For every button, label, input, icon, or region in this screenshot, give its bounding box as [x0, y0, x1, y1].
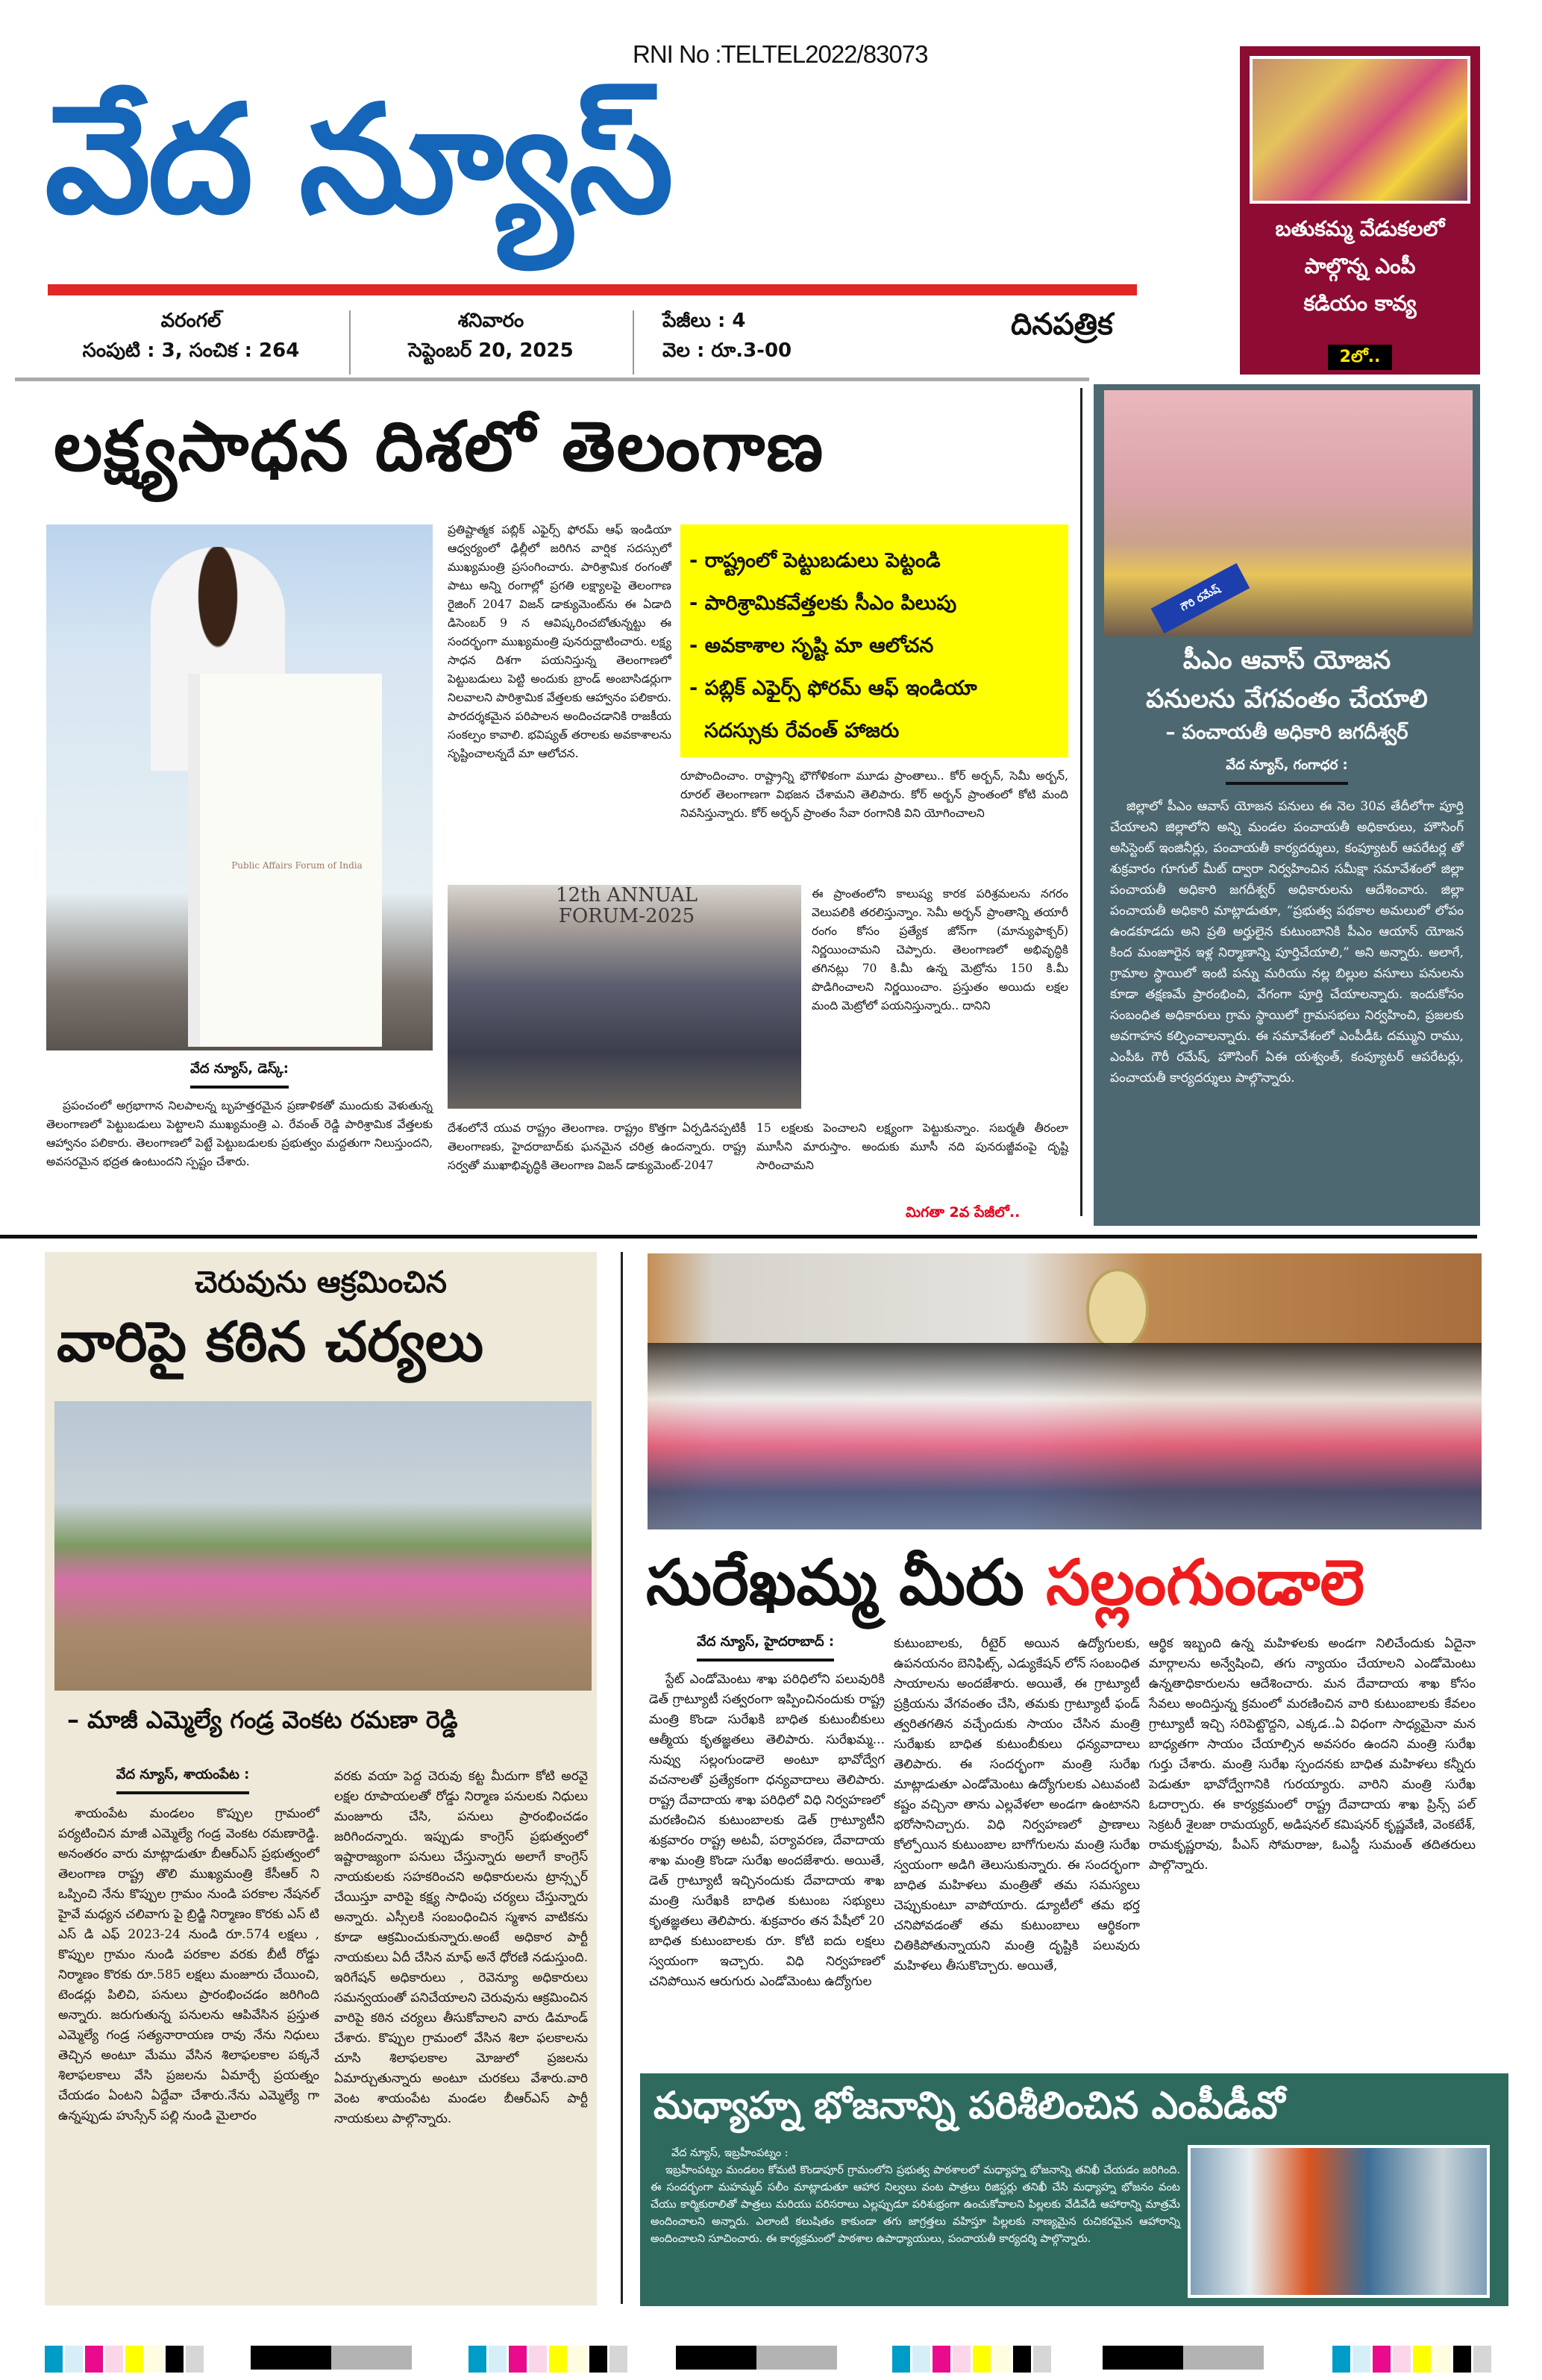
surekha-headline: సురేఖమ్మ మీరు సల్లంగుండాలె — [646, 1546, 1365, 1619]
pm-awas-story — [1094, 384, 1480, 1226]
lead-dateline: వేద న్యూస్, డెస్క్: — [46, 1061, 433, 1089]
color-swatch — [892, 2346, 910, 2373]
color-swatch — [912, 2346, 930, 2373]
color-swatch — [489, 2346, 507, 2373]
page-reference-badge[interactable]: 2లో.. — [1328, 345, 1392, 370]
pafi-logo-text: Public Affairs Forum of India — [231, 860, 363, 871]
color-swatch — [45, 2346, 63, 2373]
color-swatch — [1332, 2346, 1350, 2373]
pond-dateline: వేద న్యూస్, శాయంపేట : — [45, 1767, 321, 1794]
daily-label: దినపత్రిక — [1011, 307, 1113, 342]
highlight-item: సదస్సుకు రేవంత్ హాజరు — [704, 719, 900, 742]
meal-dateline: వేద న్యూస్, ఇబ్రహీంపట్నం : — [671, 2147, 789, 2159]
pond-col1: శాయంపేట మండలం కొప్పుల గ్రామంలో పర్యటించిన మాజీ ఎమ్మెల్యే గండ్ర వెంకట రమణారెడ్డి. అనంతరం వారు మాట్లాడుతూ బీఆర్ఎస్ ప్రభుత్వంలో తెలంగాణ రాష్ట్ర తొలి ముఖ్యమంత్రి కేసీఆర్ ని ఒప్పించి నేను కొప్పుల గ్రామం నుండి పరకాల నేషనల్ హైవే మధ్యన చలివాగు పై బ్రిడ్జి నిర్మాణం కొరకు ఎస్ టి ఎస్ డి ఎఫ్ 2023-24 నుండి రూ.574 లక్షలు , కొప్పుల గ్రామం నుండి పరకాల వరకు బీటీ రోడ్డు నిర్మాణం కొరకు రూ.585 లక్షలు మంజూరు చేయించి, టెండర్లు పిలిచి, పనులు ప్రారంభించడం జరిగింది అన్నారు. జరుగుతున్న పనులను ఆపివేసిన ప్రస్తుత ఎమ్మెల్యే గండ్ర సత్యనారాయణ రావు నేను నిధులు తెచ్చిన అంటూ మేము వేసిన శిలాఫలకాల పక్కనే శిలాఫలకాలు వేసి ప్రజలను ఏమార్చే ప్రయత్నం చేయడం ఏంటని ఏద్దేవా చేశారు.నేను ఎమ్మెల్యే గా ఉన్నప్పుడు హుస్సేన్ పల్లి నుండి మైలారం — [58, 1806, 319, 2123]
column-divider — [1080, 388, 1082, 1216]
lead-col3-bottom: 15 లక్షలకు పెంచాలని లక్ష్యంగా పెట్టుకున్నాం. సబర్మతీ తీరంలా మూసీని మారుస్తాం. అందుకు మూసీ నది పునరుజ్జీవంపై దృష్టి సారించామని — [756, 1121, 1068, 1172]
section-divider — [0, 1235, 1477, 1238]
continued-on-page-2[interactable]: మిగతా 2వ పేజీలో.. — [906, 1204, 1021, 1221]
masthead-red-rule — [48, 284, 1137, 295]
pond-col2: వరకు వయా పెద్ద చెరువు కట్ట మీదుగా కోటి అరవై లక్షల రూపాయలతో రోడ్డు నిర్మాణ పనులకు నిధులు మంజూరు చేసి, పనులు ప్రారంభించడం జరిగిందన్నారు. ఇప్పుడు కాంగ్రెస్ ప్రభుత్వంలో ఇష్టారాజ్యంగా పనులు చేస్తున్నారు అలాగే కాంగ్రెస్ నాయకులకు సహకరించని అధికారులను ట్రాన్స్ఫర్ చేయిస్తూ వారిపై కక్ష్య సాధింపు చర్యలు చేస్తున్నారు అన్నారు. ఎస్సీలకి సంబంధించిన స్మశాన వాటికను కూడా ఆక్రమించుకున్నారు.అంటే అధికార పార్టీ నాయకులు ఏదీ చేసిన మాఫ్ అనే ధోరణి నడుస్తుంది. ఇరిగేషన్ అధికారులు , రెవెన్యూ అధికారులు సమన్వయంతో పనిచేయాలని చెరువును ఆక్రమించిన వారిపై కఠిన చర్యలు తీసుకోవాలని వారు డిమాండ్ చేశారు. కొప్పుల గ్రామంలో వేసిన శిలా ఫలకాలను చూసి శిలాఫలకాల మోజులో ప్రజలను ఏమార్చుతున్నారు అంటూ చురకలు వేశారు.వారి వెంట శాయంపేట మండల బీఆర్ఎస్ పార్టీ నాయకులు పాల్గొన్నారు. — [334, 1769, 588, 2126]
meal-body: వేద న్యూస్, ఇబ్రహీంపట్నం : ఇబ్రహీంపట్నం మండలం కోమటి కొండాపూర్ గ్రామంలోని ప్రభుత్వ పాఠశాలలో మధ్యాహ్న భోజనాన్ని తనిఖీ చేయడం జరిగింది. ఈ సందర్భంగా మహమ్మద్ సలీం మాట్లాడుతూ ఆహార నిల్వలు వంట పాత్రలు రిజిస్టర్లు తనిఖీ చేసి మధ్యాహ్న భోజనం వంట చేయు కార్మికురాలితో పాత్రలు మరియు పరిసరాలు ఎల్లప్పుడూ పరిశుభ్రంగా ఉంచుకోవాలని పిల్లలకు వేడివేడి ఆహారాన్ని మాత్రమే అందించాలని అన్నారు. ఎలాంటి కలుషితం కాకుండా తగు జాగ్రత్తలు వహిస్తూ పిల్లలకు నాణ్యమైన రుచికరమైన ఆహారాన్ని అందించాలని సూచించారు. ఈ కార్యక్రమంలో పాఠశాల ఉపాధ్యాయులు, పంచాయతీ కార్యదర్శి పాల్గొన్నారు. — [651, 2145, 1180, 2248]
lead-col2-bottom-text: దేశంలోనే యువ రాష్ట్రం తెలంగాణ. రాష్ట్రం కొత్తగా ఏర్పడినప్పటికీ తెలంగాణకు, హైదరాబాద్‌కు ఘనమైన చరిత్ర ఉందన్నారు. రాష్ట్ర సర్వతో ముఖాభివృద్ధికి తెలంగాణ విజన్ డాక్యుమెంట్-2047 — [448, 1121, 746, 1172]
color-swatch — [953, 2346, 971, 2373]
color-swatch — [166, 2346, 184, 2373]
govt-emblem — [1086, 1268, 1149, 1350]
highlight-item: - అవకాశాల సృష్టి మా ఆలోచన — [689, 634, 934, 657]
color-swatch — [1033, 2346, 1051, 2373]
awas-dateline: వేద న్యూస్, గంగాధర : — [1094, 757, 1480, 785]
color-swatch — [1353, 2346, 1370, 2373]
masthead-edition-info — [49, 306, 333, 366]
tone-block — [756, 2346, 837, 2370]
field-visit-photo — [54, 1401, 592, 1691]
masthead-divider — [633, 310, 634, 375]
color-swatch — [589, 2346, 607, 2373]
kitchen-inspection-photo — [1188, 2145, 1490, 2298]
lead-intro: ప్రపంచంలో అగ్రభాగాన నిలపాలన్న బృహత్తరమైన ప్రణాళికతో ముందుకు వెళుతున్న తెలంగాణలో పెట్టుబడులు పెట్టాలని ముఖ్యమంత్రి ఎ. రేవంత్ రెడ్డి పారిశ్రామిక వేత్తలకు ఆహ్వానం పలికారు. తెలంగాణలో పెట్టే పెట్టుబడులకు ప్రభుత్వం మద్దతుగా నిలుస్తుందని, అవసరమైన భద్రత ఉంటుందని స్పష్టం చేశారు. — [46, 1099, 433, 1168]
masthead-bottom-rule — [15, 378, 1089, 381]
newspaper-logo: వేద న్యూస్ — [45, 73, 671, 247]
lead-highlights — [680, 524, 1068, 757]
highlight-item: - పారిశ్రామికవేత్తలకు సీఎం పిలుపు — [689, 592, 957, 615]
color-swatch — [529, 2346, 547, 2373]
color-swatch — [186, 2346, 204, 2373]
masthead-date-info — [357, 306, 625, 366]
surekha-col3: ఆర్థిక ఇబ్బంది ఉన్న మహిళలకు అండగా నిలిచేందుకు ఏదైనా మార్గాలను అన్వేషించి, తగు న్యాయం చేయాలని ఎండోమెంటు ఉన్నతాధికారులను ఆదేశించారు. మన దేవాదాయ శాఖ కోసం సేవలు అందిస్తున్న క్రమంలో మరణించిన వారి కుటుంబాలకు కేవలం గ్రాట్యూటీ ఇచ్చి సరిపెట్టొద్దని, ఎక్కడ..ఏ విధంగా సాధ్యమైనా మన బాధ్యతగా సాయం చేయాల్సిన అవసరం ఉందని మంత్రి సురేఖ గుర్తు చేశారు. మంత్రి సురేఖ స్పందనకు బాధిత మహిళలు కన్నీరు పెడుతూ భావోద్వేగానికి గురయ్యారు. వారిని మంత్రి సురేఖ ఓదార్చారు. ఈ కార్యక్రమంలో రాష్ట్ర దేవాదాయ శాఖ ప్రిన్స్ పల్ సెక్రటరీ శైలజా రామయ్యర్, అడిషనల్ కమిషనర్ కృష్ణవేణి, వెంకటేశ్, రామకృష్ణరావు, పీఎస్ సోమరాజు, ఓఎస్డీ సుమంత్ తదితరులు పాల్గొన్నారు. — [1149, 1636, 1476, 1873]
awas-headline: పీఎం ఆవాస్ యోజన పనులను వేగవంతం చేయాలి — [1146, 645, 1428, 714]
color-swatch — [1453, 2346, 1471, 2373]
color-swatch — [549, 2346, 567, 2373]
color-swatch — [973, 2346, 991, 2373]
volume-issue: సంపుటి : 3, సంచిక : 264 — [82, 339, 300, 362]
minister-group-photo — [648, 1253, 1482, 1529]
awas-subhead: – పంచాయతీ అధికారి జగదీశ్వర్ — [1165, 721, 1408, 744]
color-swatch — [65, 2346, 83, 2373]
highlight-item: - పబ్లిక్ ఎఫైర్స్ ఫోరమ్ ఆఫ్ ఇండియా — [689, 677, 977, 700]
pond-subhead: – మాజీ ఎమ్మెల్యే గండ్ర వెంకట రమణా రెడ్డి — [67, 1706, 458, 1734]
color-swatch — [1413, 2346, 1431, 2373]
lead-col3-side: ఈ ప్రాంతంలోని కాలుష్య కారక పరిశ్రమలను నగరం వెలుపలికి తరలిస్తున్నాం. సెమీ అర్బన్ ప్రాంతాన్ని తయారీ రంగం కోసం ప్రత్యేక జోన్‌గా (మాన్యుఫాక్చర్) నిర్ణయించామని చెప్పారు. తెలంగాణలో అభివృద్ధికి తగినట్లు 70 కి.మీ ఉన్న మెట్రోను 150 కి.మీ పొడిగించాలని నిర్ణయించాం. ప్రస్తుతం అయిదు లక్షల మంది మెట్రోలో పయనిస్తున్నారు.. దానిని — [812, 887, 1068, 1012]
column-divider — [621, 1252, 623, 2304]
pond-encroachment-story — [45, 1252, 597, 2305]
color-swatch — [1393, 2346, 1411, 2373]
midday-meal-story — [640, 2073, 1508, 2306]
bathukamma-photo — [1250, 56, 1470, 204]
lead-col3-top: రూపొందించాం. రాష్ట్రాన్ని భౌగోళికంగా మూడు ప్రాంతాలు.. కోర్ అర్బన్, సెమీ అర్బన్, రూరల్ తెలంగాణగా విభజన చేశామని తెలిపారు. కోర్ అర్బన్ ప్రాంతంలో కోటి మంది నివసిస్తున్నారు. కోర్ అర్బన్ ప్రాంతం సేవా రంగానికి విని యోగించాలని — [680, 769, 1068, 820]
color-swatch — [1473, 2346, 1491, 2373]
review-meeting-photo — [1104, 390, 1473, 636]
podium — [188, 674, 382, 1047]
weekday: శనివారం — [457, 310, 524, 332]
tone-block — [1183, 2346, 1264, 2370]
color-swatch — [1433, 2346, 1451, 2373]
color-swatch — [509, 2346, 527, 2373]
surekha-col1: స్టేట్ ఎండోమెంటు శాఖ పరిధిలోని పలువురికి డెత్ గ్రాట్యూటీ సత్వరంగా ఇప్పించినందుకు రాష్ట్ర మంత్రి కొండా సురేఖకి బాధిత కుటుంబీకులు ఆత్మీయ కృతజ్ఞతలు తెలిపారు. సురేఖమ్మ... నువ్వు సల్లంగుండాలె అంటూ భావోద్వేగ వచనాలతో ప్రత్యేకంగా ధన్యవాదాలు తెలిపారు. రాష్ట్ర దేవాదాయ శాఖ పరిధిలో విధి నిర్వహణలో మరణించిన కుటుంబాలకు డెత్ గ్రాట్యూటీని శుక్రవారం రాష్ట్ర అటవీ, పర్యావరణ, దేవాదాయ శాఖ మంత్రి కొండా సురేఖ అందజేశారు. అయితే, డెత్ గ్రాట్యూటీ ఇచ్చినందుకు దేవాదాయ శాఖ మంత్రి సురేఖకి బాధిత కుటుంబ సభ్యులు కృతజ్ఞతలు తెలిపారు. శుక్రవారం తన పేషీలో 20 బాధిత కుటుంబాలకు రూ. కోటి ఐదు లక్షలు స్వయంగా ఇచ్చారు. విధి నిర్వహణలో చనిపోయిన ఆరుగురు ఎండోమెంటు ఉద్యోగుల — [649, 1672, 885, 1989]
group-of-people — [648, 1343, 1482, 1529]
color-swatch — [105, 2346, 123, 2373]
color-swatch — [125, 2346, 143, 2373]
promo-headline: బతుకమ్మ వేడుకలలో పాల్గొన్న ఎంపీ కడియం కావ్య — [1275, 216, 1445, 316]
tone-block — [676, 2346, 756, 2370]
color-swatch — [933, 2346, 950, 2373]
price: వెల : రూ.3-00 — [662, 339, 792, 362]
edition-location: వరంగల్ — [160, 310, 222, 332]
color-swatch — [993, 2346, 1011, 2373]
nameplate: గౌరి రమేష్ — [1151, 563, 1250, 634]
highlight-item: - రాష్ట్రంలో పెట్టుబడులు పెట్టండి — [689, 549, 941, 572]
issue-date: సెప్టెంబర్ 20, 2025 — [408, 339, 574, 362]
meal-headline: మధ్యాహ్న భోజనాన్ని పరిశీలించిన ఎంపీడీవో — [654, 2084, 1285, 2127]
surekha-col2: కుటుంబాలకు, రీటైర్ అయిన ఉద్యోగులకు, ఉపనయనం బెనిఫిట్స్, ఎడ్యుకేషన్ లోన్ సంబంధిత సాయాలను అందజేశారు. అయితే, ఈ గ్రాట్యూటీ ప్రక్రియను వేగవంతం చేసి, తమకు గ్రాట్యూటీ ఫండ్ త్వరితగతిన వచ్చేందుకు సాయం చేసిన మంత్రి సురేఖకు బాధిత కుటుంబీకులు ధన్యవాదాలు తెలిపారు. ఈ సందర్భంగా మంత్రి సురేఖ మాట్లాడుతూ ఎండోమెంటు ఉద్యోగులకు ఎటువంటి కష్టం వచ్చినా తాను ఎల్లవేళలా అండగా ఉంటానని భరోసానిచ్చారు. విధి నిర్వహణలో ప్రాణాలు కోల్పోయిన కుటుంబాల బాగోగులను మంత్రి సురేఖ స్వయంగా అడిగి తెలుసుకున్నారు. ఈ సందర్భంగా బాధిత మహిళలు మంత్రితో తమ సమస్యలు చెప్పుకుంటూ వాపోయారు. డ్యూటీలో తమ భర్త చనిపోవడంతో తమ కుటుంబాలు ఆర్థికంగా చితికిపోతున్నాయని మంత్రి దృష్టికి పలువురు మహిళలు తీసుకొచ్చారు. అయితే, — [894, 1636, 1140, 1973]
pond-kicker: చెరువును ఆక్రమించిన — [195, 1265, 447, 1300]
surekha-dateline: వేద న్యూస్, హైదరాబాద్ : — [646, 1634, 885, 1662]
rni-number: RNI No :TELTEL2022/83073 — [633, 40, 928, 68]
color-swatch — [468, 2346, 486, 2373]
color-swatch — [145, 2346, 163, 2373]
tone-block — [331, 2346, 412, 2370]
promo-teaser[interactable] — [1240, 46, 1480, 375]
color-swatch — [1013, 2346, 1031, 2373]
awas-body: జిల్లాలో పీఎం ఆవాస్ యోజన పనులు ఈ నెల 30వ తేదీలోగా పూర్తి చేయాలని జిల్లాలోని అన్ని మండల పంచాయతీ అధికారులు, హౌసింగ్ అసిస్టెంట్ ఇంజినీర్లు, పంచాయతీ కార్యదర్శులు, కంప్యూటర్ ఆపరేటర్ల తో శుక్రవారం గూగుల్ మీట్ ద్వారా నిర్వహించిన సమీక్షా సమావేశంలో జిల్లా పంచాయతీ అధికారి జగదీశ్వర్ అధికారులను ఆదేశించారు. జిల్లా పంచాయతీ అధికారి మాట్లాడుతూ, “ప్రభుత్వ పథకాల అమలులో లోపం ఉండకూడదు అని ప్రతి అర్హులైన కుటుంబానికి పీఎం ఆయాస్ యోజన కింద మంజూరైన ఇళ్ల నిర్మాణాన్ని పూర్తిచేయాలి,” అని అన్నారు. అలాగే, గ్రామాల స్థాయిలో ఇంటి పన్ను మరియు నల్ల బిల్లుల వసూలు పనులను కూడా తక్షణమే ప్రారంభించి, వేగంగా పూర్తి చేయాలన్నారు. ఇందుకోసం సంబంధిత అధికారులు గ్రామ స్థాయిలో గ్రామసభలు నిర్వహించి, ప్రజలకు అవగాహన కల్పించాలన్నారు. ఈ సమావేశంలో ఎంపీడీఓ దమ్ముని రాము, ఎంపీఓ గౌరీ రమేష్, హౌసింగ్ ఏఈ యశ్వంత్, కంప్యూటర్ ఆపరేటర్లు, పంచాయతీ కార్యదర్శులు పాల్గొన్నారు. — [1110, 799, 1464, 1086]
color-swatch — [1373, 2346, 1391, 2373]
masthead-price-info — [640, 306, 864, 366]
color-swatch — [85, 2346, 103, 2373]
color-swatch — [569, 2346, 587, 2373]
tone-block — [1103, 2346, 1183, 2370]
forum-banner: 12th ANNUAL FORUM-2025 — [556, 885, 698, 927]
forum-group-photo — [448, 885, 801, 1109]
lead-headline: లక్ష్యసాధన దిశలో తెలంగాణ — [54, 407, 825, 486]
color-swatch — [609, 2346, 627, 2373]
pond-headline: వారిపై కఠిన చర్యలు — [57, 1310, 484, 1374]
tone-block — [251, 2346, 331, 2370]
lead-col2-top: ప్రతిష్టాత్మక పబ్లిక్ ఎఫైర్స్ ఫోరమ్ ఆఫ్ ఇండియా ఆధ్వర్యంలో ఢిల్లీలో జరిగిన వార్షిక సదస్సులో ముఖ్యమంత్రి ప్రసంగించారు. పారిశ్రామిక రంగంతో పాటు అన్ని రంగాల్లో ప్రగతి లక్ష్యాలపై తెలంగాణ రైజింగ్ 2047 విజన్ డాక్యుమెంట్‌ను ఈ ఏడాది డిసెంబర్ 9 న ఆవిష్కరించబోతున్నట్టు ఈ సందర్భంగా ముఖ్యమంత్రి పునరుద్ఘాటించారు. లక్ష్య సాధన దిశగా పయనిస్తున్న తెలంగాణలో పెట్టుబడులు పెట్టి అందుకు బ్రాండ్ అంబాసిడర్లుగా నిలవాలని పారిశ్రామిక వేత్తలకు ఆహ్వానం పలికారు. పారదర్శకమైన పరిపాలన అందించడానికి రాజకీయ సంకల్పం కావాలి. భవిష్యత్ తరాలకు అవకాశాలను సృష్టించాలన్నదే మా ఆలోచన. — [448, 523, 671, 760]
page-count: పేజీలు : 4 — [662, 310, 746, 332]
masthead-divider — [349, 310, 351, 375]
cm-speech-photo — [46, 524, 433, 1050]
